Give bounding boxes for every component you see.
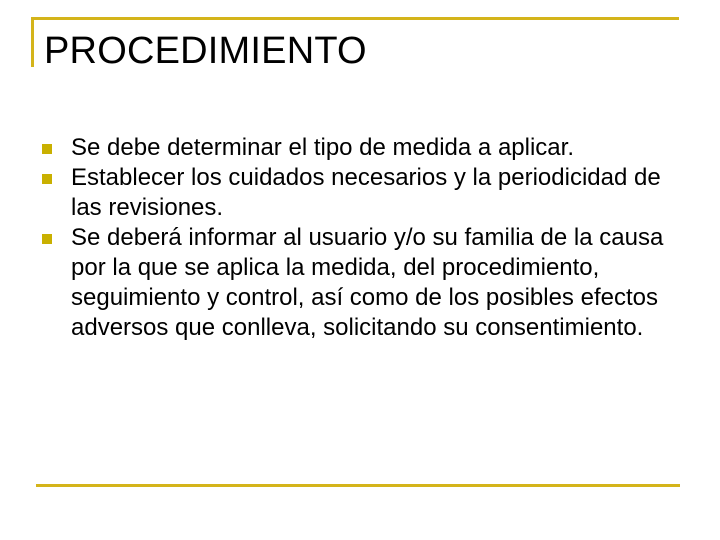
bullet-item: [40, 133, 676, 163]
left-accent-rule: [31, 17, 34, 67]
bullet-item: [40, 163, 676, 223]
square-bullet-icon: [42, 144, 52, 154]
bullet-text: Se debe determinar el tipo de medida a aplicar.: [71, 134, 574, 161]
square-bullet-icon: [42, 174, 52, 184]
bullet-text: Establecer los cuidados necesarios y la periodicidad de las revisiones.: [71, 164, 661, 221]
bottom-accent-rule: [36, 484, 680, 487]
bullet-item: [40, 223, 676, 343]
square-bullet-icon: [42, 234, 52, 244]
top-accent-rule: [31, 17, 679, 20]
bullet-list: [40, 133, 680, 343]
bullet-text: Se deberá informar al usuario y/o su familia de la causa por la que se aplica la medida, del procedimiento, seguimiento y control, así como de los posibles efectos adversos que conlleva, solicitando su consentimiento.: [71, 224, 664, 341]
slide-title: PROCEDIMIENTO: [44, 30, 367, 72]
